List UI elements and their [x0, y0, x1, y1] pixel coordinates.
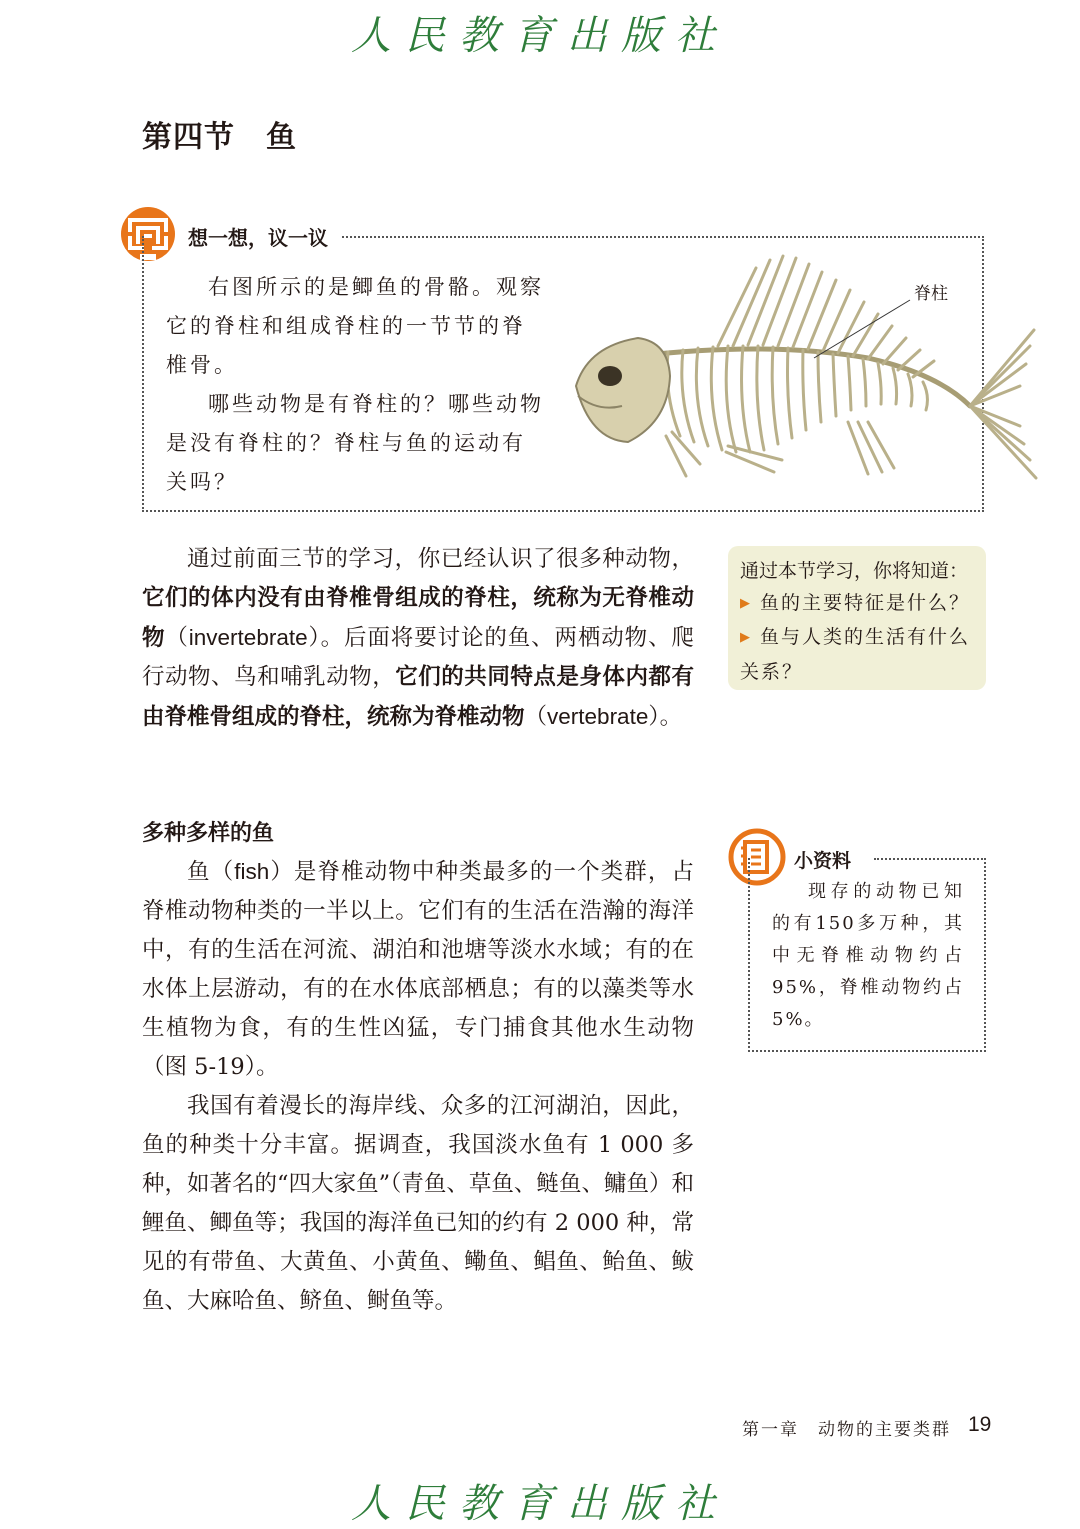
- think-paragraph-1: 右图所示的是鲫鱼的骨骼。观察它的脊柱和组成脊柱的一节节的脊椎骨。: [166, 275, 544, 377]
- intro-bold-1: 它们的体内没有由脊椎骨组成的脊柱，统称为无脊椎动物: [142, 585, 694, 651]
- intro-paren-open-1: （: [165, 625, 189, 651]
- fish-text-b: ）是脊椎动物中种类最多的一个类群，占脊椎动物种类的一半以上。它们有的生活在浩瀚的海洋中，有的生活在河流、湖泊和池塘等淡水水域；有的在水体上层游动，有的在水体底部栖息；有的以藻类等水生植物为食，有的生性凶猛，专门捕食其他水生动物（图 5-19）。: [142, 859, 694, 1080]
- intro-paragraph: [142, 540, 694, 737]
- learning-goal-text: 鱼的主要特征是什么？: [760, 592, 971, 614]
- intro-paren-open-2: （: [524, 704, 548, 730]
- section-title: 第四节 鱼: [142, 120, 297, 155]
- fish-paragraph-2: 我国有着漫长的海岸线、众多的江河湖泊，因此，鱼的种类十分丰富。据调查，我国淡水鱼有 1 000 多种，如著名的“四大家鱼”（青鱼、草鱼、鲢鱼、鳙鱼）和鲤鱼、鲫鱼等；我国的海洋鱼已知的约有 2 000 种，常见的有带鱼、大黄鱼、小黄鱼、鳓鱼、鲳鱼、鲐鱼、鲅鱼、大麻哈鱼、鲚鱼、鲥鱼等。: [142, 1093, 694, 1314]
- term-fish: fish: [234, 859, 270, 884]
- term-invertebrate: invertebrate: [188, 625, 308, 650]
- learning-goal-item: [740, 587, 970, 622]
- page-number: 19: [968, 1413, 992, 1436]
- info-box-title: 小资料: [794, 850, 852, 872]
- fish-paragraph-1: [142, 852, 694, 1087]
- intro-bold-2: 它们的共同特点是身体内都有由脊椎骨组成的脊柱，统称为脊椎动物: [142, 664, 694, 730]
- learning-goals-heading: 通过本节学习，你将知道：: [740, 560, 969, 582]
- footer-chapter-title: 第一章 动物的主要类群: [742, 1420, 951, 1440]
- learning-goal-text: 鱼与人类的生活有什么关系？: [740, 626, 971, 683]
- learning-goal-item: [740, 621, 980, 688]
- subsection-heading: 多种多样的鱼: [142, 821, 275, 846]
- publisher-footer: 人民教育出版社: [351, 1481, 729, 1527]
- think-discuss-title: 想一想，议一议: [188, 226, 328, 250]
- intro-text-2: ）。后面将要讨论的鱼、两栖动物、爬行动物、鸟和哺乳动物，: [142, 625, 694, 690]
- fish-diversity-text: [142, 852, 694, 1321]
- fish-text-a: 鱼（: [187, 859, 235, 885]
- bullet-triangle-icon: ▶: [740, 630, 752, 645]
- term-vertebrate: vertebrate: [547, 704, 649, 729]
- think-paragraph-2: 哪些动物是有脊柱的？哪些动物是没有脊柱的？脊柱与鱼的运动有关吗？: [166, 392, 544, 494]
- bullet-triangle-icon: ▶: [740, 596, 752, 611]
- publisher-header: 人民教育出版社: [351, 13, 729, 59]
- intro-text-3: ）。: [648, 704, 683, 730]
- info-box-text: [772, 876, 964, 1036]
- crucian-carp-skeleton-figure: [568, 246, 1044, 500]
- info-paragraph: 现存的动物已知的有150多万种，其中无脊椎动物约占95%，脊椎动物约占5%。: [772, 881, 964, 1030]
- intro-text-1: 通过前面三节的学习，你已经认识了很多种动物，: [187, 546, 694, 572]
- spine-label: 脊柱: [914, 284, 948, 304]
- think-discuss-text: [166, 268, 546, 502]
